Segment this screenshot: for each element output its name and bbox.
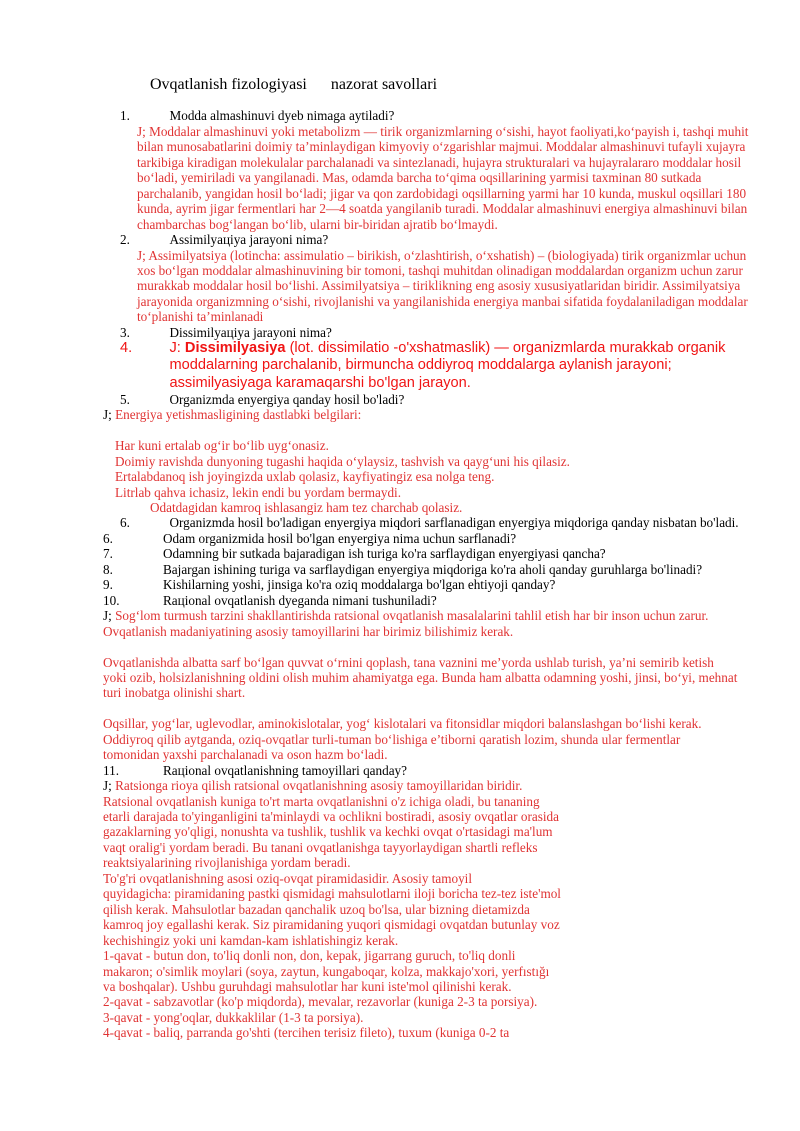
question-number: 1. [120, 108, 130, 124]
answer-text: Energiya yetishmasligining dastlabki belgilari: [111, 407, 362, 423]
answer-line: kechishingiz yoki uni kamdan-kam ishlatishingiz kerak. [103, 932, 399, 948]
answer-j-marker: J: [169, 340, 185, 357]
question-item [0, 562, 800, 577]
answer-line: va boshqalar). Ushbu guruhdagi mahsulotlar har kuni iste'mol qilinishi kerak. [103, 979, 512, 995]
question-number: 6. [120, 515, 130, 531]
symptom-line: Har kuni ertalab og‘ir bo‘lib uyg‘onasiz. [115, 438, 329, 454]
symptom-line: Odatdagidan kamroq ishlasangiz ham tez charchab qolasiz. [150, 500, 463, 515]
question-number: 2. [120, 232, 130, 248]
answer-line: to‘planishi ta’minlanadi [137, 309, 264, 325]
answer-text: (lot. dissimilatio -o'xshatmaslik) — organizmlarda murakkab organik [285, 340, 726, 357]
answer-line: Oqsillar, yog‘lar, uglevodlar, aminokislotalar, yog‘ kislotalari va fitonsidlar miqdori balanslashgan bo‘lishi kerak. [103, 716, 702, 732]
question-text: Dissimilyaцiya jarayoni nima? [169, 324, 332, 340]
answer-line: yoki ozib, holsizlanishning oldini olish muhim ahamiyatga ega. Bunda ham albatta odamning yoshi, jinsi, bo‘yi, mehnat [103, 669, 738, 685]
answer-line: 2-qavat - sabzavotlar (ko'p miqdorda), mevalar, rezavorlar (kuniga 2-3 ta porsiya). [103, 994, 538, 1010]
symptom-line: Ertalabdanoq ish joyingizda uxlab qolasiz, kayfiyatingiz esa nolga teng. [115, 469, 495, 485]
question-text: Raцional ovqatlanishning tamoyillari qanday? [163, 762, 408, 778]
question-item [0, 593, 800, 608]
answer-line: Ovqatlanishda albatta sarf bo‘lgan quvvat o‘rnini qoplash, tana vaznini me’yorda ushlab turish, ya’ni semirib ketish [103, 654, 714, 670]
answer-line: quyidagicha: piramidaning pastki qismidagi mahsulotlarni iloji boricha tez-tez iste'mol [103, 886, 561, 902]
question-item [0, 232, 800, 247]
symptom-line: Litrlab qahva ichasiz, lekin endi bu yordam bermaydi. [115, 484, 402, 500]
answer-line: 3-qavat - yong'oqlar, dukkaklilar (1-3 ta porsiya). [103, 1009, 364, 1025]
question-text: Assimilyaцiya jarayoni nima? [169, 232, 329, 248]
answer-line: moddalarning parchalanib, birmuncha oddiyroq moddalarga aylanish jarayoni; [169, 357, 672, 374]
question-item [0, 515, 800, 530]
answer-line: assimilyasiyaga karamaqarshi bo'lgan jarayon. [169, 374, 471, 391]
spacer [0, 701, 800, 716]
spacer [0, 423, 800, 438]
answer-line: parchalanib, yangidan hosil bo‘ladi; jigar va qon zardobidagi oqsillarning yarmi har 10 kunda, muskul oqsillari 180 [137, 185, 747, 201]
spacer [0, 639, 800, 654]
question-number: 4. [120, 340, 133, 357]
question-item [0, 577, 800, 592]
answer-line: makaron; o'simlik moylari (soya, zaytun, kungaboqar, kolza, makkajo'xori, yerfıstığı [103, 963, 550, 979]
answer-line: vaqt oralig'i yordam beradi. Bu tanani ovqatlanishga tayyorlaydigan shartli refleks [103, 839, 538, 855]
doc-title: Ovqatlanish fizologiyasi nazorat savollari [150, 76, 438, 93]
answer-term: Dissimilyasiya [184, 340, 286, 357]
answer-line: kamroq joy egallashi kerak. Siz piramidaning yuqori qismidagi ovqatdan butunlay voz [103, 917, 560, 933]
answer-line: etarli darajada to'yinganligini ta'minlaydi va ochlikni bostiradi, asosiy ovqatlar orasida [103, 809, 559, 825]
question-number: 7. [103, 546, 113, 562]
answer-line: Ovqatlanish madaniyatining asosiy tamoyillarini har birimiz bilishimiz kerak. [103, 623, 514, 639]
answer-line: tarkibiga kiradigan molekulalar parchalanadi va sintezlanadi, hujayra strukturalari va hujayralararo moddalar hosil [137, 154, 742, 170]
question-item [0, 763, 800, 778]
question-text: Kishilarning yoshi, jinsiga ko'ra oziq moddalarga bo'lgan ehtiyoji qanday? [163, 577, 556, 593]
question-number: 5. [120, 391, 130, 407]
answer-line [0, 608, 800, 623]
answer-text: Ratsionga rioya qilish ratsional ovqatlanishning asosiy tamoyillaridan biridir. [111, 778, 523, 794]
answer-line: gazaklarning yo'qligi, nonushta va tushlik, tushlik va kechki ovqat o'rtasidagi ma'lum [103, 824, 553, 840]
question-number: 6. [103, 530, 113, 546]
question-number: 11. [103, 762, 119, 778]
answer-line: murakkab moddalar hosil bo‘lishi. Assimilyatsiya – tiriklikning eng asosiy xususiyatlaridan biridir. Assimilyatsiya [137, 278, 741, 294]
question-text: Organizmda hosil bo'ladigan enyergiya miqdori sarflanadigan enyergiya miqdoriga qanday nisbatan bo'ladi. [169, 515, 739, 531]
answer-line: kunda, ayrim jigar fermentlari har 2—4 soatda yangilanib turadi. Moddalar almashinuvi energiya almashinuvi bilan [137, 201, 748, 217]
question-item [0, 108, 800, 123]
spacer [0, 93, 800, 108]
answer-line: xos bo‘lgan moddalar almashinuvining bir tomoni, tashqi muhitdan olinadigan moddalardan organizm uchun zarur [137, 262, 743, 278]
answer-j-marker: J; [103, 608, 112, 624]
question-text: Bajargan ishining turiga va sarflaydigan enyergiya miqdoriga ko'ra aholi qanday guruhlarga bo'linadi? [163, 561, 703, 577]
question-item [0, 546, 800, 561]
answer-j-marker: J; [103, 778, 112, 794]
answer-line: Oddiyroq qilib aytganda, oziq-ovqatlar turli-tuman bo‘lishiga e’tiborni qaratish lozim, shunda ular fermentlar [103, 731, 681, 747]
question-item [0, 392, 800, 407]
answer-line: jarayonida organizmning o‘sishi, rivojlanishi va yangilanishida energiya manbai sifatida foydalaniladigan moddalar [137, 293, 748, 309]
answer-line: 4-qavat - baliq, parranda go'shti (tercihen terisiz fileto), tuxum (kuniga 0-2 ta [103, 1025, 510, 1041]
question-text: Organizmda enyergiya qanday hosil bo'ladi? [169, 391, 405, 407]
question-number: 8. [103, 561, 113, 577]
question-number: 10. [103, 592, 120, 608]
answer-line: Ratsional ovqatlanish kuniga to'rt marta ovqatlanishni o'z ichiga oladi, bu tananing [103, 793, 540, 809]
answer-line: turi inobatga olinishi shart. [103, 685, 246, 701]
answer-line [0, 778, 800, 793]
question-item [0, 325, 800, 340]
question-text: Odam organizmida hosil bo'lgan enyergiya nima uchun sarflanadi? [163, 530, 517, 546]
answer-line [0, 407, 800, 422]
document-content [0, 76, 800, 1041]
answer-j-marker: J; [103, 407, 112, 423]
answer-line: bo‘ladi, yemiriladi va yangilanadi. Mas, odamda barcha to‘qima oqsillarining yarmisi taxminan 80 sutkada [137, 170, 702, 186]
answer-line: bilan munosabatlarini doimiy ta’minlaydigan kimyoviy o‘zgarishlar majmui. Moddalar almashinuvi tufayli xujayra [137, 139, 746, 155]
question-number: 9. [103, 577, 113, 593]
answer-line: To'g'ri ovqatlanishning asosi oziq-ovqat piramidasidir. Asosiy tamoyil [103, 870, 473, 886]
answer-text: Sog‘lom turmush tarzini shakllantirishda ratsional ovqatlanish masalalarini tahlil etish har bir inson uchun zarur. [111, 608, 709, 624]
answer-line: J; Assimilyatsiya (lotincha: assimulatio – birikish, o‘zlashtirish, o‘xshatish) – (biologiyada) tirik organizmlar uchun [137, 247, 747, 263]
question-text: Raцional ovqatlanish dyeganda nimani tushuniladi? [163, 592, 437, 608]
answer-line: J; Moddalar almashinuvi yoki metabolizm — tirik organizmlarning o‘sishi, hayot faoliyati,ko‘payish i, tashqi muhit [137, 123, 749, 139]
answer-line: chambarchas bog‘langan bo‘lib, ularni bir-biridan ajratib bo‘lmaydi. [137, 216, 498, 232]
question-item [0, 531, 800, 546]
answer-item [0, 340, 800, 357]
answer-line: reaktsiyalarining rivojlanishiga yordam beradi. [103, 855, 351, 871]
question-number: 3. [120, 324, 130, 340]
answer-line: 1-qavat - butun don, to'liq donli non, don, kepak, jigarrang guruch, to'liq donli [103, 948, 516, 964]
question-text: Modda almashinuvi dyeb nimaga aytiladi? [169, 108, 395, 124]
answer-line: qilish kerak. Mahsulotlar bazadan qanchalik uzoq bo'lsa, ular bizning dietamizda [103, 901, 530, 917]
answer-line: tomonidan yaxshi parchalanadi va oson hazm bo‘ladi. [103, 747, 388, 763]
symptom-line: Doimiy ravishda dunyoning tugashi haqida o‘ylaysiz, tashvish va qayg‘uni his qilasiz. [115, 453, 570, 469]
question-text: Odamning bir sutkada bajaradigan ish turiga ko'ra sarflaydigan enyergiyasi qancha? [163, 546, 606, 562]
